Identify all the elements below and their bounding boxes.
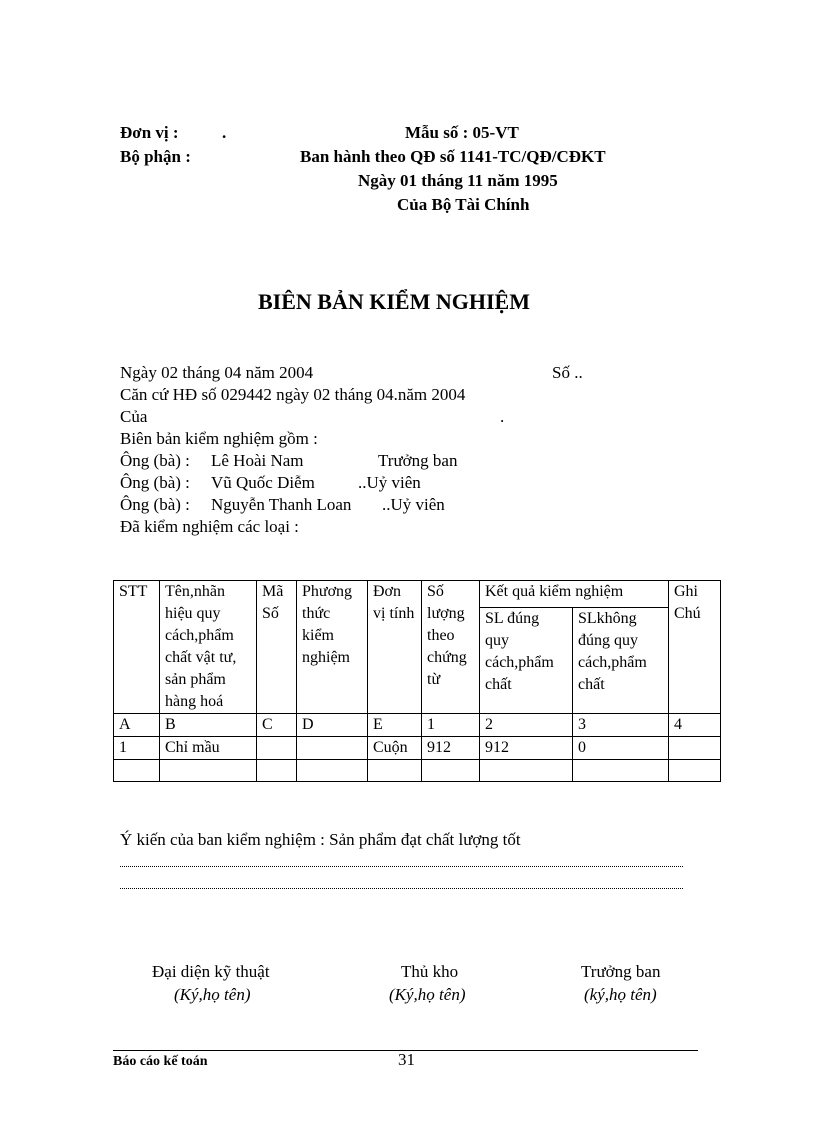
header-don-vi: Đơn vị tính (368, 581, 422, 714)
document-title: BIÊN BẢN KIỂM NGHIỆM (258, 289, 530, 314)
header-ten: Tên,nhãn hiệu quy cách,phẩm chất vật tư, sản phẩm hàng hoá (160, 581, 257, 714)
member-role: ..Uỷ viên (382, 495, 445, 514)
header-so-luong: Số lượng theo chứng từ (422, 581, 480, 714)
opinion-line: Ý kiến của ban kiểm nghiệm : Sản phẩm đạt chất lượng tốt (120, 830, 521, 849)
bo-phan-label: Bộ phận : (120, 147, 191, 166)
cua-dot: . (500, 407, 505, 426)
table-cell (422, 760, 480, 782)
signature-title: Trưởng ban (581, 962, 661, 981)
table-cell: Cuộn (368, 737, 422, 760)
table-cell: C (257, 714, 297, 737)
table-cell: 2 (480, 714, 573, 737)
table-cell: 3 (573, 714, 669, 737)
header-phuong-thuc: Phương thức kiểm nghiệm (297, 581, 368, 714)
page-number: 31 (398, 1050, 415, 1069)
member-prefix: Ông (bà) : (120, 451, 190, 470)
signature-title: Đại diện kỹ thuật (152, 962, 270, 981)
table-cell (669, 760, 721, 782)
table-cell (160, 760, 257, 782)
signature-note: (Ký,họ tên) (389, 985, 466, 1004)
table-row (114, 737, 721, 760)
signature-title: Thủ kho (401, 962, 459, 981)
table-cell (297, 760, 368, 782)
bien-ban-gom: Biên bản kiểm nghiệm gồm : (120, 429, 318, 448)
header-ghi-chu: Ghi Chú (669, 581, 721, 714)
table-cell: 0 (573, 737, 669, 760)
table-code-row (114, 714, 721, 737)
member-role: Trưởng ban (378, 451, 458, 470)
member-prefix: Ông (bà) : (120, 473, 190, 492)
table-cell: 4 (669, 714, 721, 737)
table-row (114, 760, 721, 782)
table-cell (480, 760, 573, 782)
table-cell: E (368, 714, 422, 737)
member-name: Nguyễn Thanh Loan (211, 495, 352, 514)
table-cell (114, 760, 160, 782)
table-cell (368, 760, 422, 782)
table-cell (297, 737, 368, 760)
table-cell (573, 760, 669, 782)
don-vi-label: Đơn vị : (120, 123, 179, 142)
header-sl-dung: SL đúng quy cách,phẩm chất (480, 608, 573, 714)
inspection-table (113, 580, 721, 782)
header-ket-qua: Kết quả kiểm nghiệm (480, 581, 669, 608)
table-header-row (114, 581, 721, 608)
header-sl-khong: SLkhông đúng quy cách,phẩm chất (573, 608, 669, 714)
header-stt: STT (114, 581, 160, 714)
table-cell: 912 (422, 737, 480, 760)
table-cell: Chỉ mầu (160, 737, 257, 760)
ban-hanh: Ban hành theo QĐ số 1141-TC/QĐ/CĐKT (300, 147, 606, 166)
footer-label: Báo cáo kế toán (113, 1054, 208, 1069)
da-kiem-nghiem: Đã kiểm nghiệm các loại : (120, 517, 299, 536)
mau-so: Mẫu số : 05-VT (405, 123, 519, 142)
header-ma-so: Mã Số (257, 581, 297, 714)
table-cell: D (297, 714, 368, 737)
table-cell: 1 (114, 737, 160, 760)
dotted-line (120, 888, 683, 889)
table-cell (257, 737, 297, 760)
table-cell: 1 (422, 714, 480, 737)
cua-line: Của (120, 407, 148, 426)
member-name: Lê Hoài Nam (211, 451, 304, 470)
member-name: Vũ Quốc Diễm (211, 473, 315, 492)
table-cell: B (160, 714, 257, 737)
member-role: ..Uỷ viên (358, 473, 421, 492)
table-cell: 912 (480, 737, 573, 760)
cua-bo-tai-chinh: Của Bộ Tài Chính (397, 195, 530, 214)
dotted-line (120, 866, 683, 867)
table-cell (669, 737, 721, 760)
signature-note: (Ký,họ tên) (174, 985, 251, 1004)
signature-note: (ký,họ tên) (584, 985, 657, 1004)
ngay-ban-hanh: Ngày 01 tháng 11 năm 1995 (358, 171, 558, 190)
table-cell (257, 760, 297, 782)
date-line: Ngày 02 tháng 04 năm 2004 (120, 363, 314, 382)
member-prefix: Ông (bà) : (120, 495, 190, 514)
table-cell: A (114, 714, 160, 737)
so-label: Số .. (552, 363, 583, 382)
don-vi-dot: . (222, 123, 227, 142)
can-cu-line: Căn cứ HĐ số 029442 ngày 02 tháng 04.năm 2004 (120, 385, 466, 404)
